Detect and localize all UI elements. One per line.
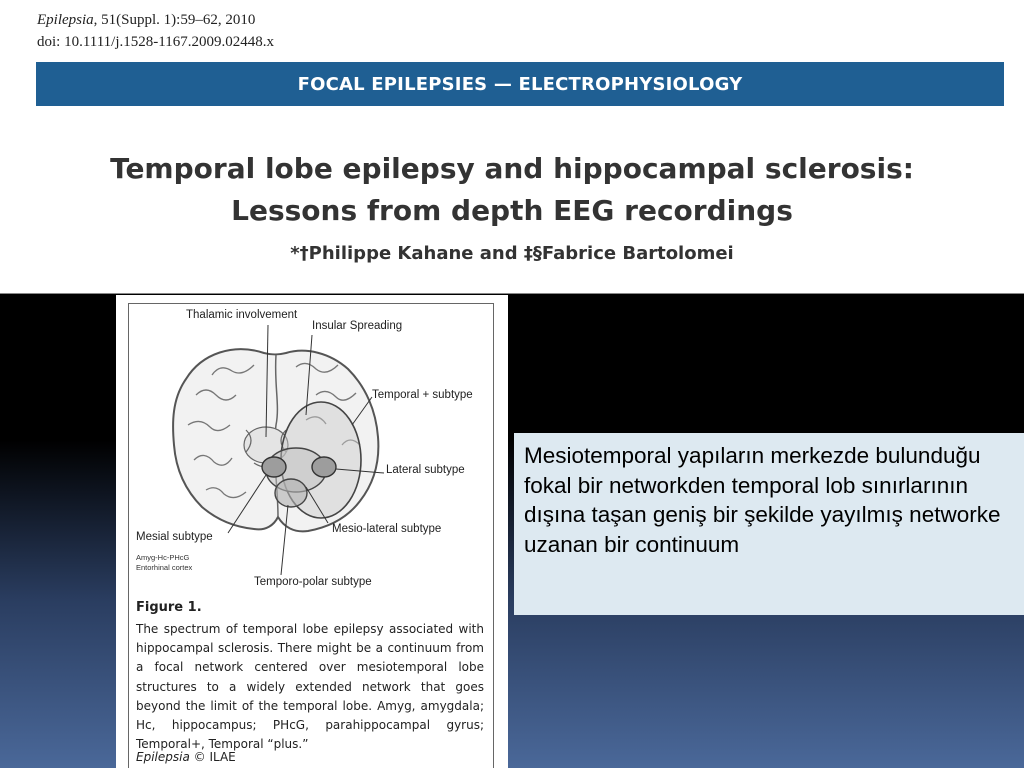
title-line-1: Temporal lobe epilepsy and hippocampal sclerosis: bbox=[110, 152, 914, 185]
temporal-pole-region bbox=[275, 479, 307, 507]
credit-journal: Epilepsia bbox=[136, 750, 190, 764]
doi: doi: 10.1111/j.1528-1167.2009.02448.x bbox=[37, 34, 274, 50]
label-temporal-plus: Temporal + subtype bbox=[372, 389, 473, 401]
journal-citation bbox=[37, 12, 255, 29]
citation-details: , 51(Suppl. 1):59–62, 2010 bbox=[93, 12, 256, 28]
label-insular: Insular Spreading bbox=[312, 320, 403, 332]
summary-text: Mesiotemporal yapıların merkezde bulunduğu fokal bir networkden temporal lob sınırlarının dışına taşan geniş bir şekilde yayılmış networke uzanan bir continuum bbox=[524, 443, 1001, 557]
article-title bbox=[40, 148, 984, 232]
journal-name: Epilepsia bbox=[37, 12, 94, 28]
credit-rest: © ILAE bbox=[189, 750, 236, 764]
summary-box bbox=[514, 433, 1024, 615]
mesial-region bbox=[262, 457, 286, 477]
label-mesial-detail-1: Amyg-Hc-PHcG bbox=[136, 553, 190, 562]
section-banner: FOCAL EPILEPSIES — ELECTROPHYSIOLOGY bbox=[36, 62, 1004, 106]
label-mesial: Mesial subtype bbox=[136, 531, 213, 543]
figure-panel bbox=[116, 295, 508, 768]
lateral-region bbox=[312, 457, 336, 477]
authors: *†Philippe Kahane and ‡§Fabrice Bartolomei bbox=[290, 243, 734, 264]
figure-credit bbox=[136, 750, 236, 764]
paper-header bbox=[0, 0, 1024, 294]
brain-diagram bbox=[116, 295, 508, 595]
figure-caption-title: Figure 1. bbox=[136, 600, 202, 615]
label-temporo-polar: Temporo-polar subtype bbox=[254, 576, 372, 588]
label-mesial-detail-2: Entorhinal cortex bbox=[136, 563, 193, 572]
label-lateral: Lateral subtype bbox=[386, 464, 465, 476]
label-thalamic: Thalamic involvement bbox=[186, 309, 298, 321]
label-mesio-lateral: Mesio-lateral subtype bbox=[332, 523, 442, 535]
figure-caption: The spectrum of temporal lobe epilepsy associated with hippocampal sclerosis. There might be a continuum from a focal network centered over mesiotemporal lobe structures to a widely extended network that goes beyond the limit of the temporal lobe. Amyg, amygdala; Hc, hippocampus; PHcG, parahippocampal gyrus; Temporal+, Temporal “plus.” bbox=[136, 622, 484, 752]
title-line-2: Lessons from depth EEG recordings bbox=[231, 194, 793, 227]
